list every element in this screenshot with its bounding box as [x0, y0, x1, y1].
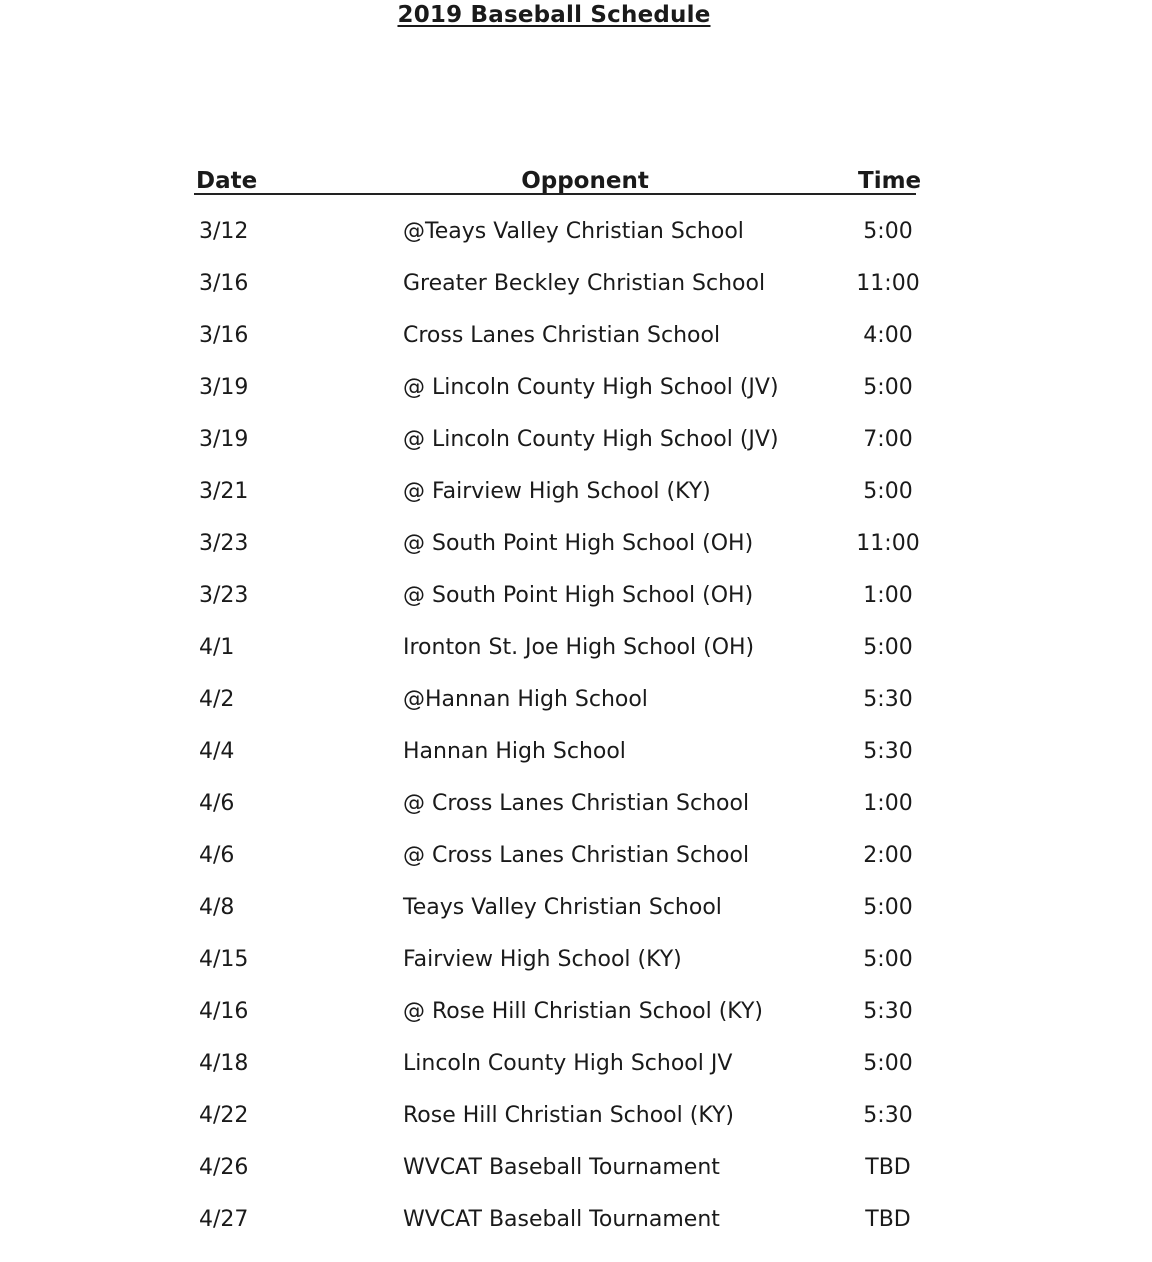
row-time: 5:30: [863, 739, 913, 764]
table-row: [0, 365, 1152, 417]
table-row: [0, 1197, 1152, 1249]
row-opponent: @Teays Valley Christian School: [403, 219, 744, 244]
table-row: [0, 313, 1152, 365]
table-row: [0, 1093, 1152, 1145]
row-time: 11:00: [856, 271, 920, 296]
table-row: [0, 1041, 1152, 1093]
row-opponent: Rose Hill Christian School (KY): [403, 1103, 734, 1128]
table-row: [0, 625, 1152, 677]
row-date: 3/12: [199, 219, 249, 244]
row-date: 4/18: [199, 1051, 249, 1076]
table-row: [0, 677, 1152, 729]
table-row: [0, 885, 1152, 937]
row-time: 5:30: [863, 1103, 913, 1128]
row-opponent: Cross Lanes Christian School: [403, 323, 721, 348]
row-opponent: Ironton St. Joe High School (OH): [403, 635, 755, 660]
row-date: 3/19: [199, 427, 249, 452]
table-row: [0, 469, 1152, 521]
table-row: [0, 573, 1152, 625]
row-opponent: @ South Point High School (OH): [403, 531, 754, 556]
row-opponent: Hannan High School: [403, 739, 626, 764]
row-time: 5:00: [863, 895, 913, 920]
table-row: [0, 209, 1152, 261]
header-divider: [194, 193, 916, 195]
row-date: 4/15: [199, 947, 249, 972]
row-date: 4/27: [199, 1207, 249, 1232]
row-date: 4/6: [199, 791, 235, 816]
row-opponent: Fairview High School (KY): [403, 947, 682, 972]
table-row: [0, 521, 1152, 573]
row-time: 5:00: [863, 1051, 913, 1076]
row-date: 3/16: [199, 323, 249, 348]
row-date: 3/16: [199, 271, 249, 296]
table-row: [0, 261, 1152, 313]
row-opponent: WVCAT Baseball Tournament: [403, 1207, 720, 1232]
row-time: 5:00: [863, 947, 913, 972]
row-date: 4/22: [199, 1103, 249, 1128]
row-date: 3/19: [199, 375, 249, 400]
row-time: 1:00: [863, 791, 913, 816]
row-opponent: @ Lincoln County High School (JV): [403, 427, 779, 452]
row-date: 4/6: [199, 843, 235, 868]
column-header-time: Time: [858, 168, 922, 194]
row-time: 2:00: [863, 843, 913, 868]
table-row: [0, 833, 1152, 885]
row-time: 5:30: [863, 687, 913, 712]
row-time: 1:00: [863, 583, 913, 608]
table-row: [0, 417, 1152, 469]
row-opponent: @ Cross Lanes Christian School: [403, 843, 750, 868]
table-row: [0, 989, 1152, 1041]
row-time: 7:00: [863, 427, 913, 452]
row-time: 5:00: [863, 219, 913, 244]
row-date: 4/26: [199, 1155, 249, 1180]
row-opponent: @ Cross Lanes Christian School: [403, 791, 750, 816]
row-time: 5:00: [863, 635, 913, 660]
row-date: 3/23: [199, 583, 249, 608]
row-date: 4/4: [199, 739, 235, 764]
row-opponent: Greater Beckley Christian School: [403, 271, 766, 296]
row-opponent: @ Lincoln County High School (JV): [403, 375, 779, 400]
row-opponent: @ South Point High School (OH): [403, 583, 754, 608]
row-date: 4/2: [199, 687, 235, 712]
row-date: 4/1: [199, 635, 235, 660]
row-date: 4/16: [199, 999, 249, 1024]
row-time: 5:00: [863, 375, 913, 400]
table-row: [0, 729, 1152, 781]
schedule-table: [0, 209, 1152, 1249]
column-header-opponent: Opponent: [521, 168, 649, 194]
row-time: TBD: [865, 1207, 911, 1232]
table-row: [0, 781, 1152, 833]
row-time: 5:00: [863, 479, 913, 504]
row-opponent: @ Fairview High School (KY): [403, 479, 711, 504]
row-date: 4/8: [199, 895, 235, 920]
row-opponent: Teays Valley Christian School: [403, 895, 722, 920]
row-time: 5:30: [863, 999, 913, 1024]
row-time: 4:00: [863, 323, 913, 348]
row-date: 3/21: [199, 479, 249, 504]
table-row: [0, 937, 1152, 989]
row-opponent: Lincoln County High School JV: [403, 1051, 733, 1076]
row-time: TBD: [865, 1155, 911, 1180]
row-opponent: @Hannan High School: [403, 687, 648, 712]
row-opponent: WVCAT Baseball Tournament: [403, 1155, 720, 1180]
row-time: 11:00: [856, 531, 920, 556]
table-row: [0, 1145, 1152, 1197]
column-header-date: Date: [196, 168, 258, 194]
page-title: 2019 Baseball Schedule: [397, 2, 711, 28]
row-date: 3/23: [199, 531, 249, 556]
row-opponent: @ Rose Hill Christian School (KY): [403, 999, 763, 1024]
